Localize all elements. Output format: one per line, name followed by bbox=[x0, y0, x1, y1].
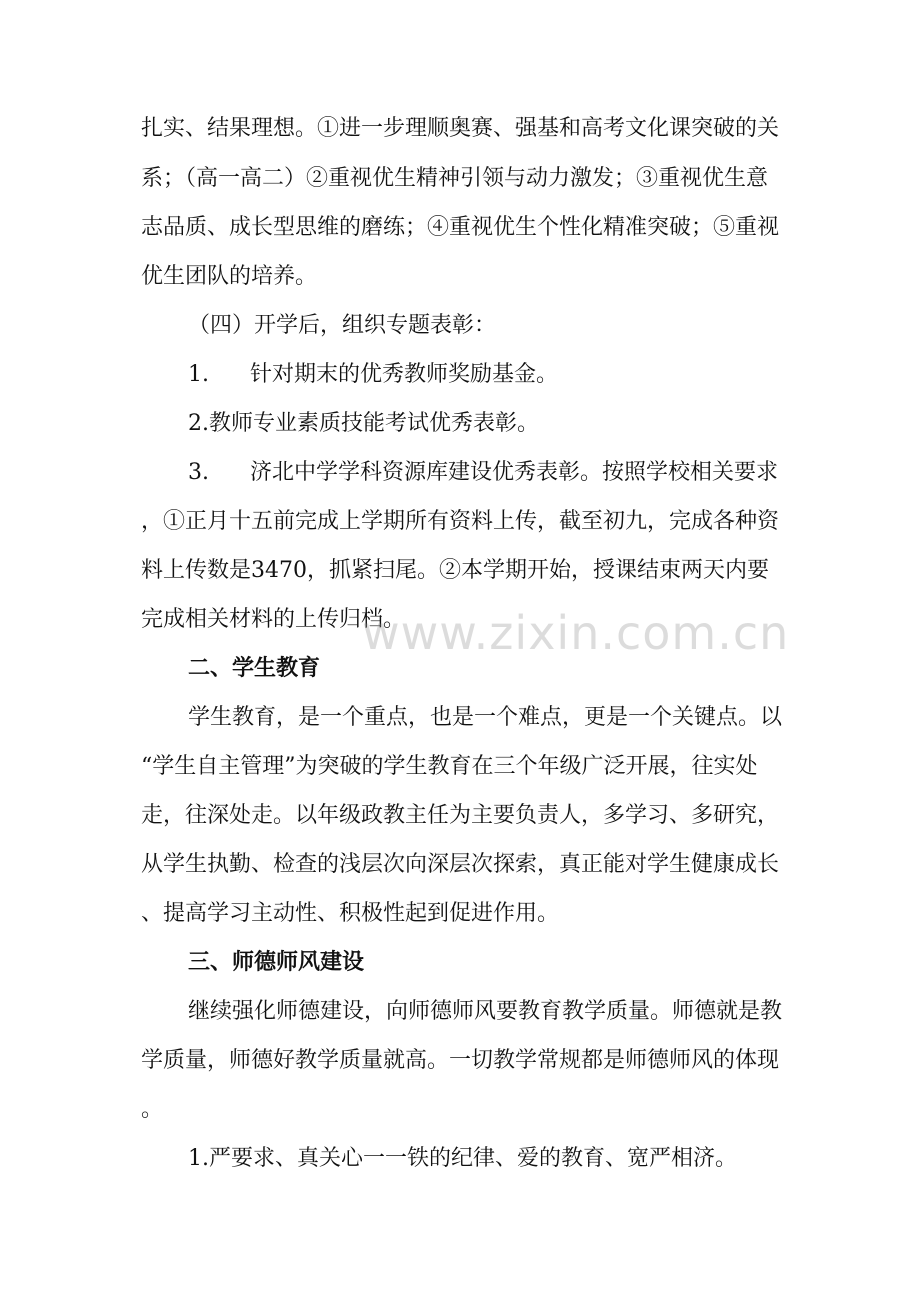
paragraph-line: 料上传数是3470，抓紧扫尾。②本学期开始，授课结束两天内要 bbox=[141, 558, 769, 583]
paragraph-line: 学生教育，是一个重点，也是一个难点，更是一个关键点。以 bbox=[188, 705, 783, 730]
paragraph-line: 走，往深处走。以年级政教主任为主要负责人，多学习、多研究， bbox=[141, 803, 780, 828]
paragraph-line: 继续强化师德建设，向师德师风要教育教学质量。师德就是教 bbox=[188, 999, 783, 1024]
list-item bbox=[188, 362, 802, 388]
paragraph-line: “学生自主管理”为突破的学生教育在三个年级广泛开展，往实处 bbox=[141, 754, 758, 779]
paragraph-line: ，①正月十五前完成上学期所有资料上传，截至初九，完成各种资 bbox=[141, 509, 780, 534]
paragraph-line: 学质量，师德好教学质量就高。一切教学常规都是师德师风的体现 bbox=[141, 1048, 780, 1073]
paragraph-line: 完成相关材料的上传归档。 bbox=[141, 607, 406, 632]
paragraph-line: 、提高学习主动性、积极性起到促进作用。 bbox=[141, 901, 560, 926]
paragraph-line: 扎实、结果理想。①进一步理顺奥赛、强基和高考文化课突破的关 bbox=[141, 116, 780, 141]
paragraph-line: 优生团队的培养。 bbox=[141, 264, 318, 289]
list-number: 3. bbox=[188, 460, 209, 485]
list-text: 济北中学学科资源库建设优秀表彰。按照学校相关要求 bbox=[250, 460, 779, 485]
section-heading: 三、师德师风建设 bbox=[188, 950, 365, 975]
list-item: 2.教师专业素质技能考试优秀表彰。 bbox=[188, 411, 539, 436]
paragraph-line: 志品质、成长型思维的磨练；④重视优生个性化精准突破；⑤重视 bbox=[141, 215, 780, 240]
list-item bbox=[188, 460, 802, 486]
paragraph-line: 。 bbox=[141, 1097, 164, 1122]
section-subheading: （四）开学后，组织专题表彰： bbox=[188, 313, 497, 338]
list-text: 针对期末的优秀教师奖励基金。 bbox=[250, 362, 559, 387]
list-number: 1. bbox=[188, 362, 209, 387]
watermark: www.zixin.com.cn bbox=[362, 606, 790, 660]
section-heading: 二、学生教育 bbox=[188, 656, 321, 681]
list-item: 1.严要求、真关心一一铁的纪律、爱的教育、宽严相济。 bbox=[188, 1146, 737, 1171]
paragraph-line: 从学生执勤、检查的浅层次向深层次探索，真正能对学生健康成长 bbox=[141, 852, 780, 877]
paragraph-line: 系；（高一高二）②重视优生精神引领与动力激发；③重视优生意 bbox=[141, 166, 769, 191]
